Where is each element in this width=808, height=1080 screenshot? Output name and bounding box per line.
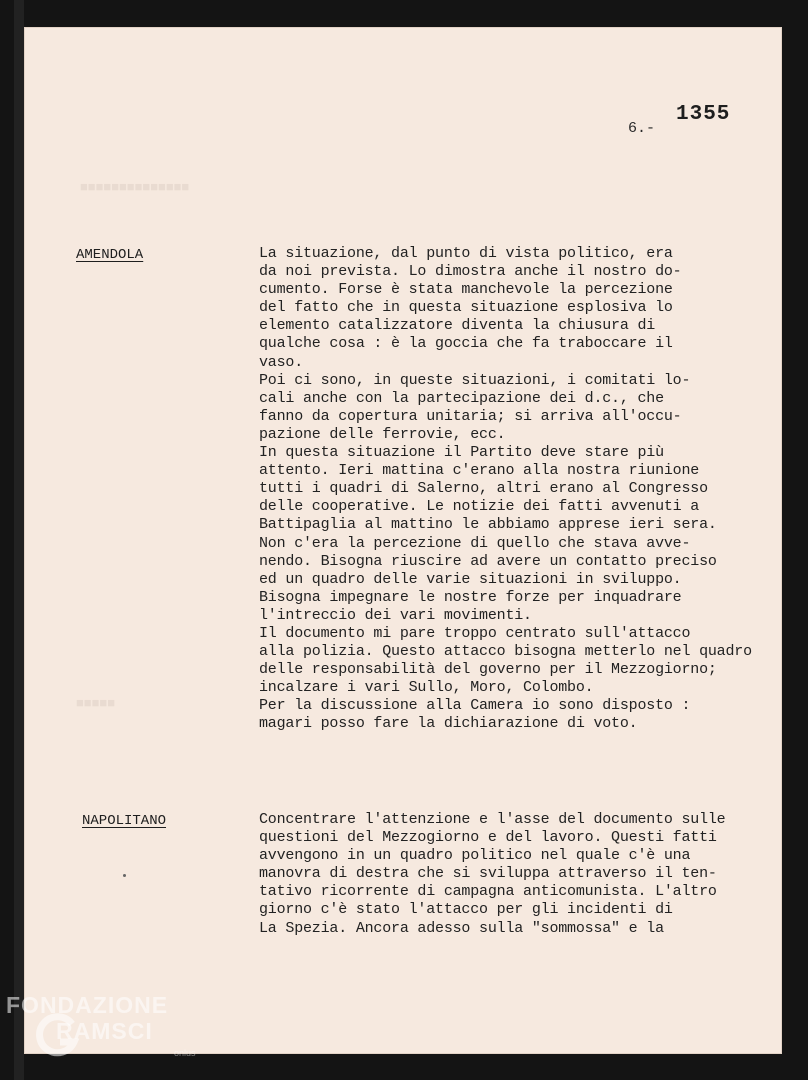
bleed-through-text: ■■■■■■■■■■■■■■ bbox=[80, 180, 190, 195]
speech-text: La situazione, dal punto di vista politico, era da noi prevista. Lo dimostra anche il nostro do- cumento. Forse è stata manchevole la percezione del fatto che in questa situazione esplosiva lo elemento catalizzatore diventa la chiusura di qualche cosa : è la goccia che fa traboccare il vaso. Poi ci sono, in queste situazioni, i comitati lo- cali anche con la partecipazione dei d.c., che fanno da copertura unitaria; si arriva all'occu- pazione delle ferrovie, ecc. In questa situazione il Partito deve stare più attento. Ieri mattina c'erano alla nostra riunione tutti i quadri di Salerno, altri erano al Congresso delle cooperative. Le notizie dei fatti avvenuti a Battipaglia al mattino le abbiamo apprese ieri sera. Non c'era la percezione di quello che stava avve- nendo. Bisogna riuscire ad avere un contatto preciso ed un quadro delle varie situazioni in sviluppo. Bisogna impegnare le nostre forze per inquadrare l'intreccio dei vari movimenti. Il documento mi pare troppo centrato sull'attacco alla polizia. Questo attacco bisogna metterlo nel quadro delle responsabilità del governo per il Mezzogiorno; incalzare i vari Sullo, Moro, Colombo. Per la discussione alla Camera io sono disposto : magari posso fare la dichiarazione di voto. bbox=[259, 245, 752, 733]
ink-dot bbox=[123, 874, 126, 877]
speaker-label: NAPOLITANO bbox=[82, 813, 167, 829]
speech-text: Concentrare l'attenzione e l'asse del documento sulle questioni del Mezzogiorno e del lavoro. Questi fatti avvengono in un quadro politico nel quale c'è una manovra di destra che si sviluppa attraverso il ten- tativo ricorrente di campagna anticomunista. L'altro giorno c'è stato l'attacco per gli incidenti di La Spezia. Ancora adesso sulla "sommossa" e la bbox=[259, 811, 726, 937]
sheet-number: 6.- bbox=[628, 120, 656, 137]
watermark-line-2: RAMSCI bbox=[56, 1018, 153, 1044]
page-number: 1355 bbox=[676, 103, 731, 126]
watermark-logo bbox=[6, 990, 206, 1070]
speaker-label: AMENDOLA bbox=[76, 247, 144, 263]
watermark-line-1: FONDAZIONE bbox=[6, 992, 169, 1018]
binder-edge bbox=[14, 0, 24, 1080]
watermark-suffix: onlus bbox=[174, 1048, 196, 1058]
bleed-through-text: ■■■■■ bbox=[76, 696, 116, 711]
